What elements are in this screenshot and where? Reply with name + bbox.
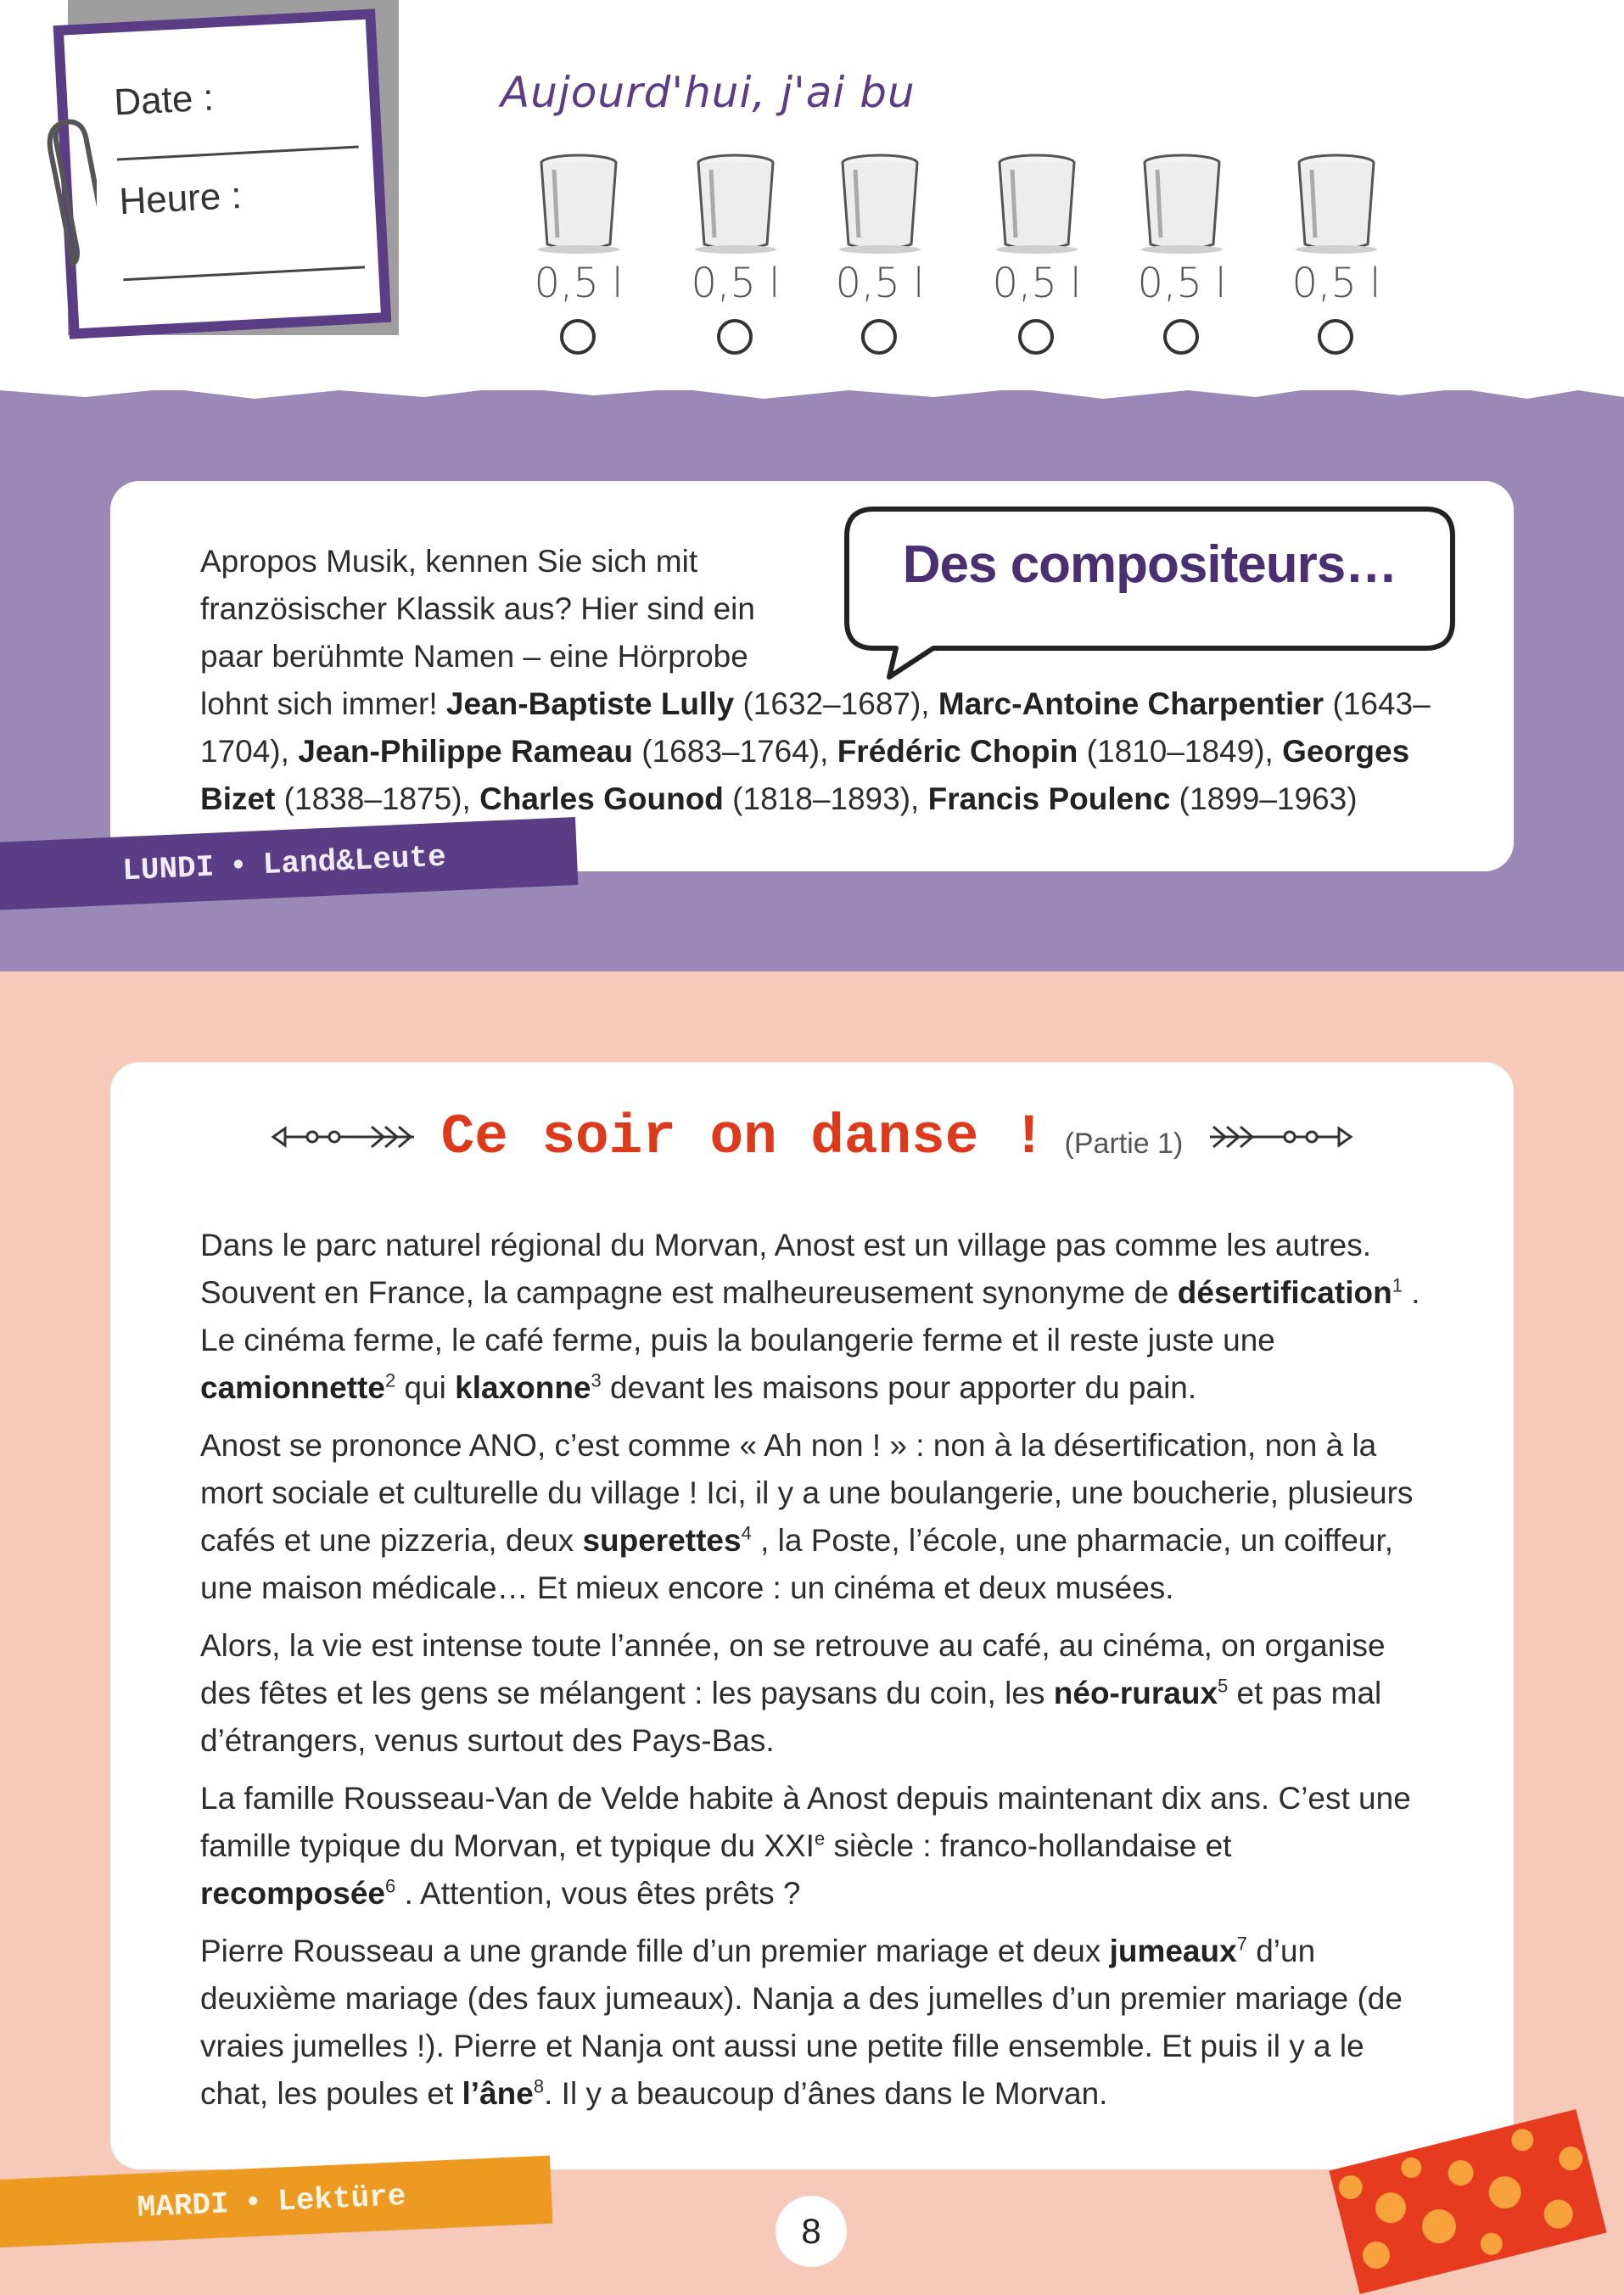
intro-line: Apropos Musik, kennen Sie sich mit	[200, 544, 698, 579]
paperclip-icon	[39, 102, 97, 271]
page-number: 8	[776, 2196, 847, 2267]
composer-name: Georges Bizet	[200, 734, 1410, 816]
composer-dates: (1899–1963)	[1170, 781, 1358, 816]
composer-name: Francis Poulenc	[927, 781, 1171, 816]
footnote-ref: 3	[591, 1369, 602, 1391]
story-part: (Partie 1)	[1064, 1127, 1184, 1160]
glass-amount-label: 0,5 l	[534, 260, 624, 307]
lohnt-text: lohnt sich immer!	[200, 686, 446, 721]
footnote-ref: 7	[1236, 1933, 1247, 1955]
vocab-word: l’âne	[462, 2076, 534, 2111]
century-superscript: e	[814, 1828, 826, 1850]
composer-name: Charles Gounod	[479, 781, 724, 816]
story-title: Ce soir on danse !	[440, 1105, 1046, 1169]
tag-separator: •	[243, 2184, 264, 2220]
text-run: siècle : franco-hollandaise et	[825, 1828, 1232, 1863]
text-run: . Il y a beaucoup d’ânes dans le Morvan.	[544, 2076, 1108, 2111]
glass-icon	[833, 153, 927, 255]
composer-name: Jean-Philippe Rameau	[298, 734, 633, 769]
footnote-ref: 8	[533, 2075, 545, 2097]
story-paragraph	[200, 1422, 1422, 1612]
date-label: Date :	[113, 76, 215, 124]
glass-icon	[990, 153, 1084, 255]
tag-day: LUNDI	[121, 849, 216, 888]
text-run: Dans le parc naturel régional du Morvan, Anost est un village pas comme les autres. Souvent en France, la campagne est malheureusement synonyme de	[200, 1228, 1372, 1310]
text-run: . Le cinéma ferme, le café ferme, puis la boulangerie ferme et il reste juste une	[200, 1275, 1420, 1357]
composer-dates: (1683–1764),	[633, 734, 837, 769]
vocab-word: néo-ruraux	[1053, 1676, 1218, 1710]
arrow-left-decoration-icon	[270, 1123, 423, 1150]
glass-icon	[1135, 153, 1229, 255]
footnote-ref: 2	[384, 1369, 396, 1391]
glass-icon	[1290, 153, 1383, 255]
vocab-word: klaxonne	[455, 1370, 591, 1405]
story-paragraph	[200, 1775, 1422, 1917]
glass-checkbox[interactable]	[560, 319, 596, 355]
story-text	[200, 1222, 1422, 2128]
composer-list	[200, 680, 1473, 823]
footnote-ref: 5	[1218, 1675, 1229, 1697]
composer-name: Marc-Antoine Charpentier	[938, 686, 1324, 721]
glass-checkbox[interactable]	[861, 319, 897, 355]
composer-dates: (1810–1849),	[1078, 734, 1283, 769]
vocab-word: camionnette	[200, 1370, 385, 1405]
composer-dates: (1838–1875),	[275, 781, 480, 816]
glass-amount-label: 0,5 l	[1291, 260, 1381, 307]
text-run: La famille Rousseau-Van de Velde habite à Anost depuis maintenant dix ans. C’est une famille typique du Morvan, et typique du XXI	[200, 1781, 1411, 1863]
footnote-ref: 6	[385, 1875, 396, 1897]
vocab-word: désertification	[1177, 1275, 1392, 1310]
text-run: . Attention, vous êtes prêts ?	[395, 1876, 801, 1911]
composers-heading: Des compositeurs…	[902, 535, 1397, 594]
time-label: Heure :	[118, 174, 243, 223]
footnote-ref: 4	[741, 1522, 752, 1544]
story-paragraph	[200, 1928, 1422, 2118]
story-title-row	[110, 1099, 1514, 1175]
arrow-right-decoration-icon	[1201, 1123, 1354, 1150]
vocab-word: superettes	[582, 1523, 742, 1558]
composer-name: Jean-Baptiste Lully	[445, 686, 735, 721]
date-time-note-card	[53, 8, 392, 339]
glass-checkbox[interactable]	[1318, 319, 1353, 355]
text-run: qui	[395, 1370, 456, 1405]
tag-topic: Lektüre	[277, 2178, 407, 2219]
tag-separator: •	[228, 848, 249, 884]
date-input-line[interactable]	[117, 146, 359, 161]
text-run: devant les maisons pour apporter du pain.	[601, 1370, 1197, 1405]
torn-paper-edge	[0, 383, 1624, 404]
glass-checkbox[interactable]	[717, 319, 753, 355]
composer-name: Frédéric Chopin	[837, 734, 1078, 769]
time-input-line[interactable]	[123, 266, 365, 281]
tag-topic: Land&Leute	[261, 839, 447, 882]
water-tracker-title: Aujourd'hui, j'ai bu	[501, 68, 916, 117]
tag-day: MARDI	[136, 2186, 230, 2225]
glass-amount-label: 0,5 l	[691, 260, 781, 307]
glass-checkbox[interactable]	[1163, 319, 1199, 355]
text-run: , la Poste, l’école, une pharmacie, un coiffeur, une maison médicale… Et mieux encore : un cinéma et deux musées.	[200, 1523, 1394, 1605]
footnote-ref: 1	[1392, 1274, 1403, 1296]
glass-amount-label: 0,5 l	[992, 260, 1082, 307]
intro-line: paar berühmte Namen – eine Hörprobe	[200, 639, 748, 674]
intro-line: französischer Klassik aus? Hier sind ein	[200, 591, 755, 626]
vocab-word: jumeaux	[1109, 1934, 1237, 1968]
vocab-word: recomposée	[200, 1876, 385, 1911]
text-run: d’un deuxième mariage (des faux jumeaux). Nanja a des jumelles d’un premier mariage (de vraies jumelles !). Pierre et Nanja ont aussi une petite fille ensemble. Et puis il y a le chat, les poules et	[200, 1934, 1403, 2111]
glass-icon	[532, 153, 625, 255]
composer-dates: (1632–1687),	[734, 686, 938, 721]
composers-paragraph	[200, 538, 1473, 823]
glass-amount-label: 0,5 l	[1137, 260, 1227, 307]
text-run: Alors, la vie est intense toute l’année, on se retrouve au café, au cinéma, on organise des fêtes et les gens se mélangent : les paysans du coin, les	[200, 1628, 1386, 1710]
text-run: Pierre Rousseau a une grande fille d’un premier mariage et deux	[200, 1934, 1110, 1968]
glass-icon	[689, 153, 782, 255]
text-run: et pas mal d’étrangers, venus surtout des Pays-Bas.	[200, 1676, 1382, 1758]
glass-amount-label: 0,5 l	[835, 260, 925, 307]
story-paragraph	[200, 1622, 1422, 1765]
composer-dates: (1818–1893),	[723, 781, 928, 816]
text-run: Anost se prononce ANO, c’est comme « Ah non ! » : non à la désertification, non à la mort sociale et culturelle du village ! Ici, il y a une boulangerie, une boucherie, plusieurs cafés et une pizzeria, deux	[200, 1428, 1414, 1558]
story-paragraph	[200, 1222, 1422, 1412]
glass-checkbox[interactable]	[1018, 319, 1054, 355]
composer-dates: (1643–1704),	[200, 686, 1431, 769]
